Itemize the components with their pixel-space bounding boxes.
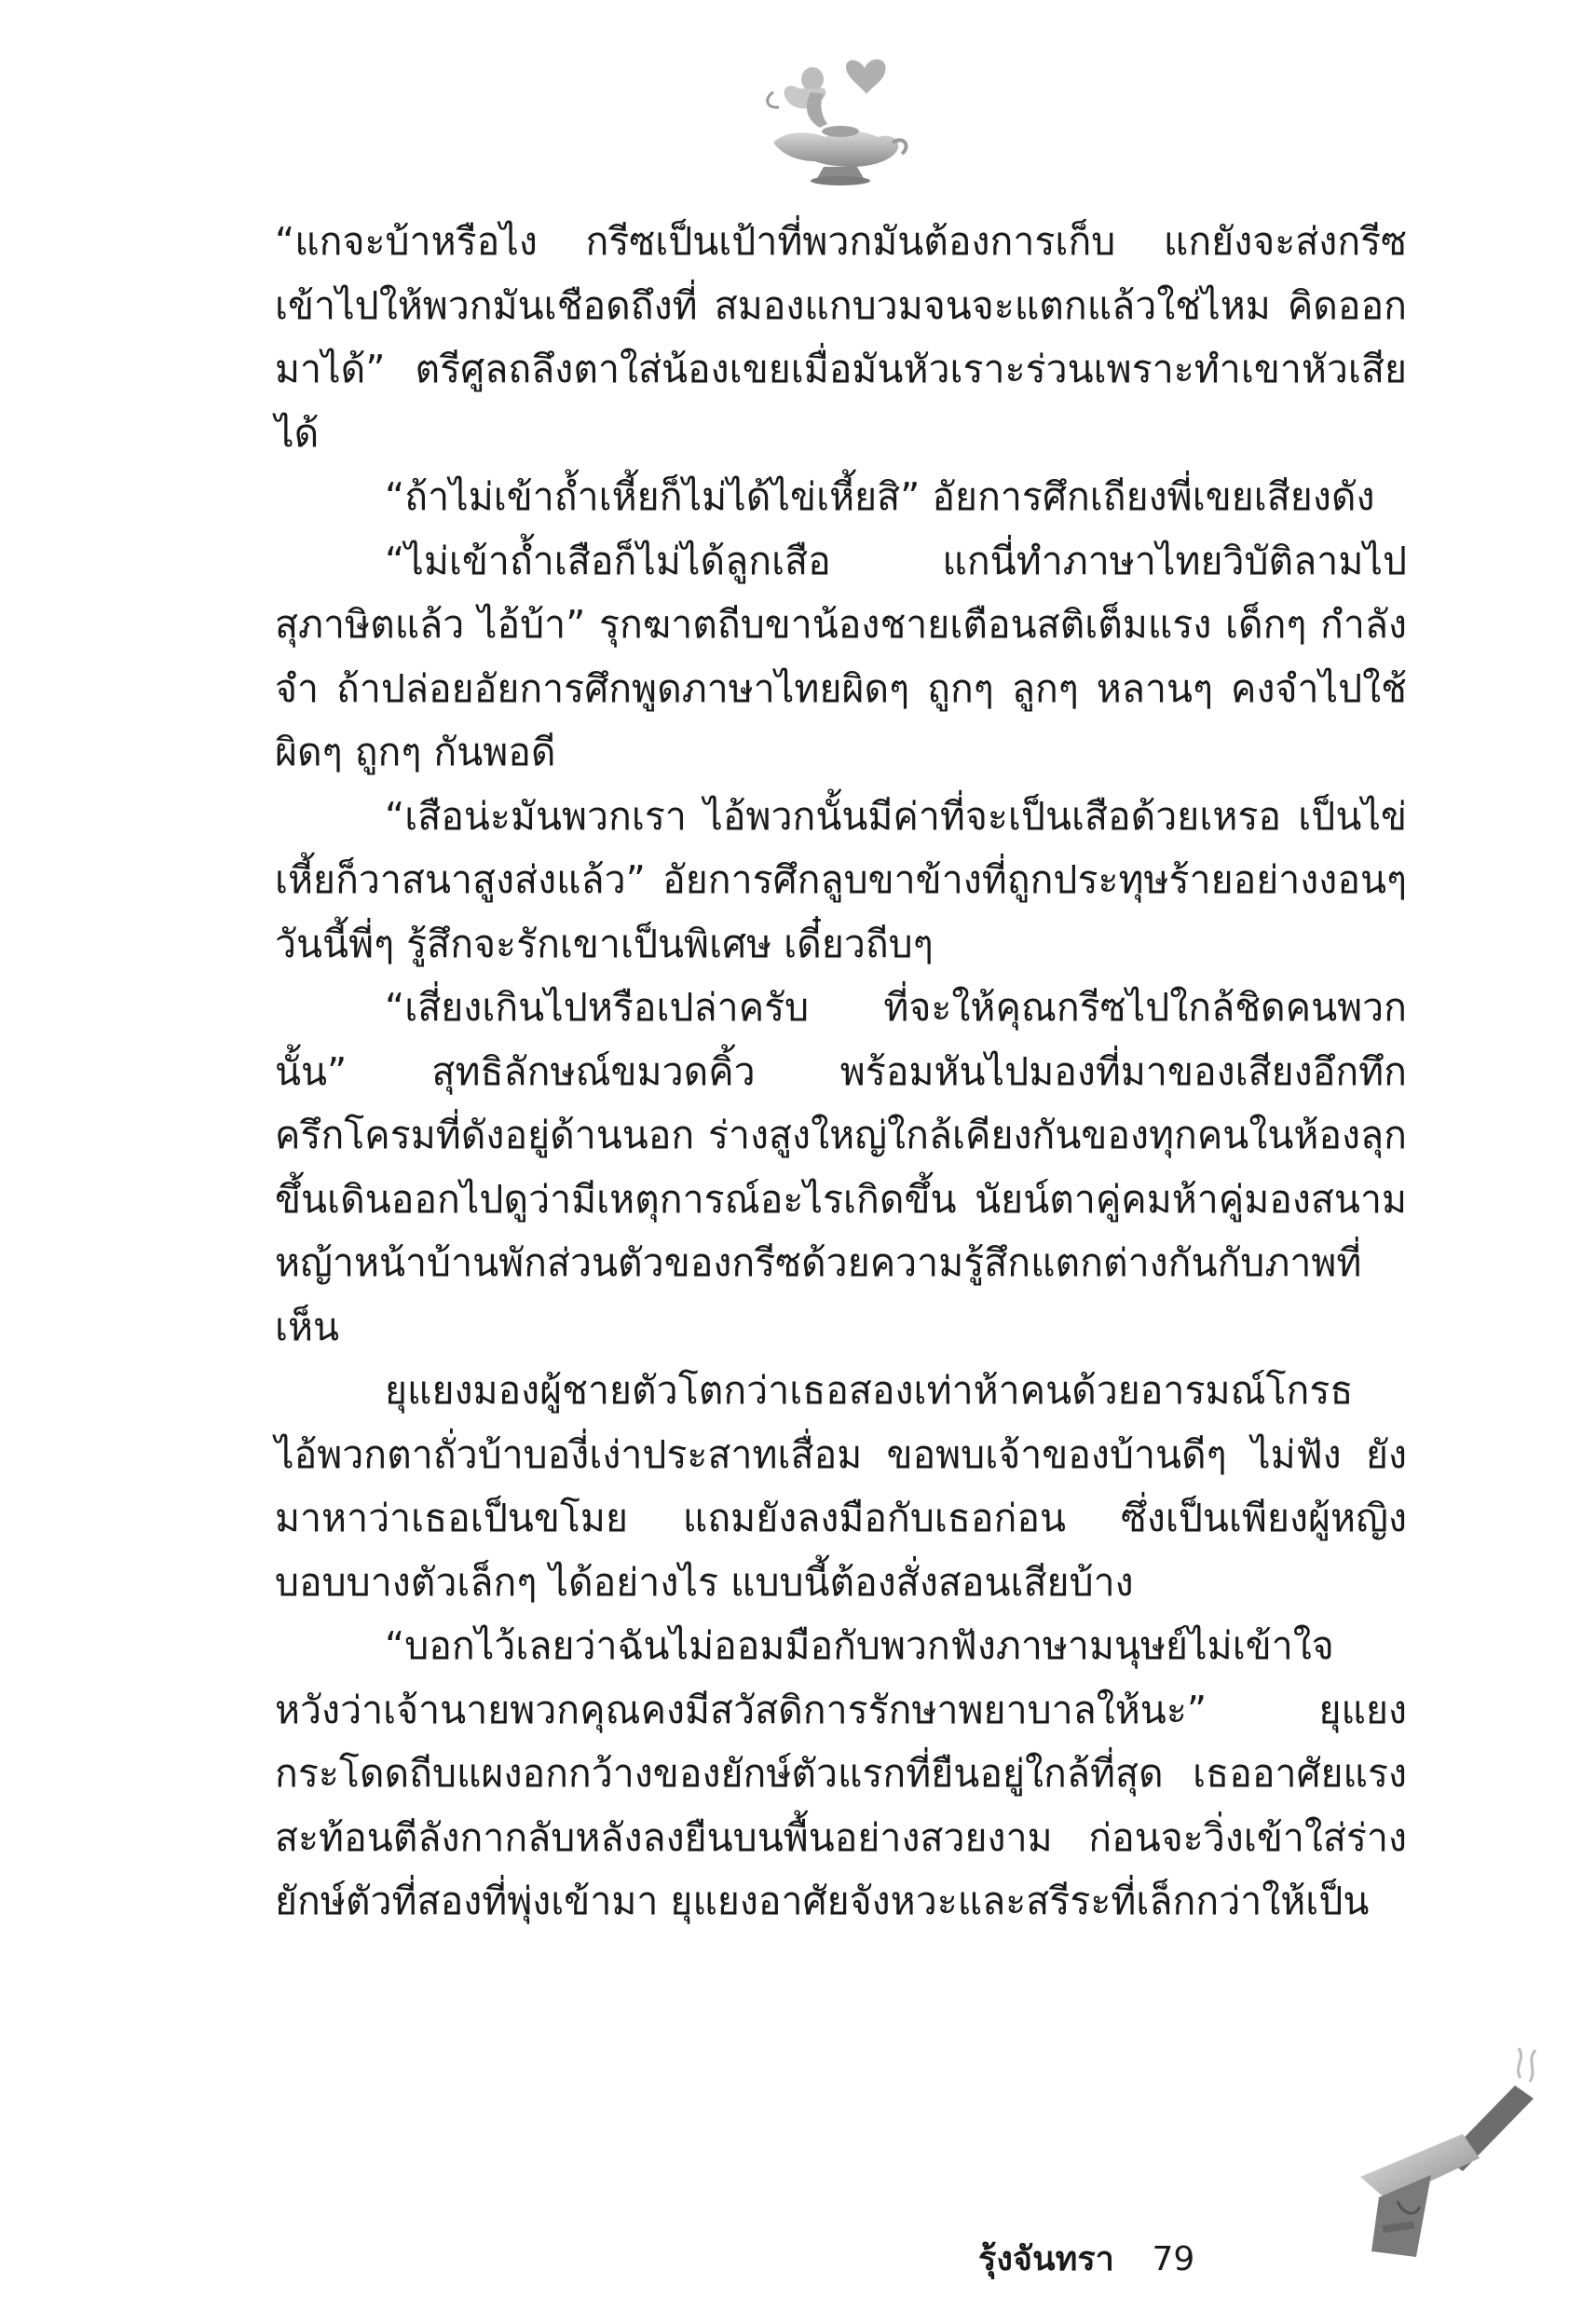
page-footer (978, 2232, 1342, 2285)
author-name: รุ้งจันทรา (978, 2240, 1114, 2278)
paragraph: “ไม่เข้าถ้ำเสือก็ไม่ได้ลูกเสือ แกนี่ทำภาษาไทยวิบัติลามไปสุภาษิตแล้ว ไอ้บ้า” รุกฆาตถีบขาน้องชายเตือนสติเต็มแรง เด็กๆ กำลังจำ ถ้าปล่อยอัยการศึกพูดภาษาไทยผิดๆ ถูกๆ ลูกๆ หลานๆ คงจำไปใช้ผิดๆ ถูกๆ กันพอดี (275, 538, 1407, 774)
genie-lamp-cupid-icon (755, 51, 913, 186)
paragraph: “แกจะบ้าหรือไง กรีซเป็นเป้าที่พวกมันต้องการเก็บ แกยังจะส่งกรีซเข้าไปให้พวกมันเชือดถึงที่ สมองแกบวมจนจะแตกแล้วใช่ไหม คิดออกมาได้” ตรีศูลถลึงตาใส่น้องเขยเมื่อมันหัวเราะร่วนเพราะทำเขาหัวเสียได้ (275, 219, 1407, 456)
paragraph: “บอกไว้เลยว่าฉันไม่ออมมือกับพวกฟังภาษามนุษย์ไม่เข้าใจ หวังว่าเจ้านายพวกคุณคงมีสวัสดิการรักษาพยาบาลให้นะ” ยุแยงกระโดดถีบแผงอกกว้างของยักษ์ตัวแรกที่ยืนอยู่ใกล้ที่สุด เธออาศัยแรงสะท้อนตีลังกากลับหลังลงยืนบนพื้นอย่างสวยงาม ก่อนจะวิ่งเข้าใส่ร่างยักษ์ตัวที่สองที่พุ่งเข้ามา ยุแยงอาศัยจังหวะและสรีระที่เล็กกว่าให้เป็น (275, 1623, 1407, 1923)
pistol-with-silencer-icon (1323, 2041, 1565, 2274)
paragraph: “เสือน่ะมันพวกเรา ไอ้พวกนั้นมีค่าที่จะเป็นเสือด้วยเหรอ เป็นไข่เหี้ยก็วาสนาสูงส่งแล้ว” อัยการศึกลูบขาข้างที่ถูกประทุษร้ายอย่างงอนๆ วันนี้พี่ๆ รู้สึกจะรักเขาเป็นพิเศษ เดี๋ยวถีบๆ (275, 793, 1407, 966)
body-text (275, 210, 1407, 1934)
page-number: 79 (1152, 2240, 1195, 2278)
paragraph: “เสี่ยงเกินไปหรือเปล่าครับ ที่จะให้คุณกรีซไปใกล้ชิดคนพวกนั้น” สุทธิลักษณ์ขมวดคิ้ว พร้อมหันไปมองที่มาของเสียงอึกทึกครึกโครมที่ดังอยู่ด้านนอก ร่างสูงใหญ่ใกล้เคียงกันของทุกคนในห้องลุกขึ้นเดินออกไปดูว่ามีเหตุการณ์อะไรเกิดขึ้น นัยน์ตาคู่คมห้าคู่มองสนามหญ้าหน้าบ้านพักส่วนตัวของกรีซด้วยความรู้สึกแตกต่างกันกับภาพที่เห็น (275, 985, 1407, 1349)
paragraph: ยุแยงมองผู้ชายตัวโตกว่าเธอสองเท่าห้าคนด้วยอารมณ์โกรธ ไอ้พวกตาถั่วบ้าบองี่เง่าประสาทเสื่อม ขอพบเจ้าของบ้านดีๆ ไม่ฟัง ยังมาหาว่าเธอเป็นขโมย แถมยังลงมือกับเธอก่อน ซึ่งเป็นเพียงผู้หญิงบอบบางตัวเล็กๆ ได้อย่างไร แบบนี้ต้องสั่งสอนเสียบ้าง (275, 1368, 1407, 1605)
paragraph: “ถ้าไม่เข้าถ้ำเหี้ยก็ไม่ได้ไข่เหี้ยสิ” อัยการศึกเถียงพี่เขยเสียงดัง (385, 474, 1375, 519)
